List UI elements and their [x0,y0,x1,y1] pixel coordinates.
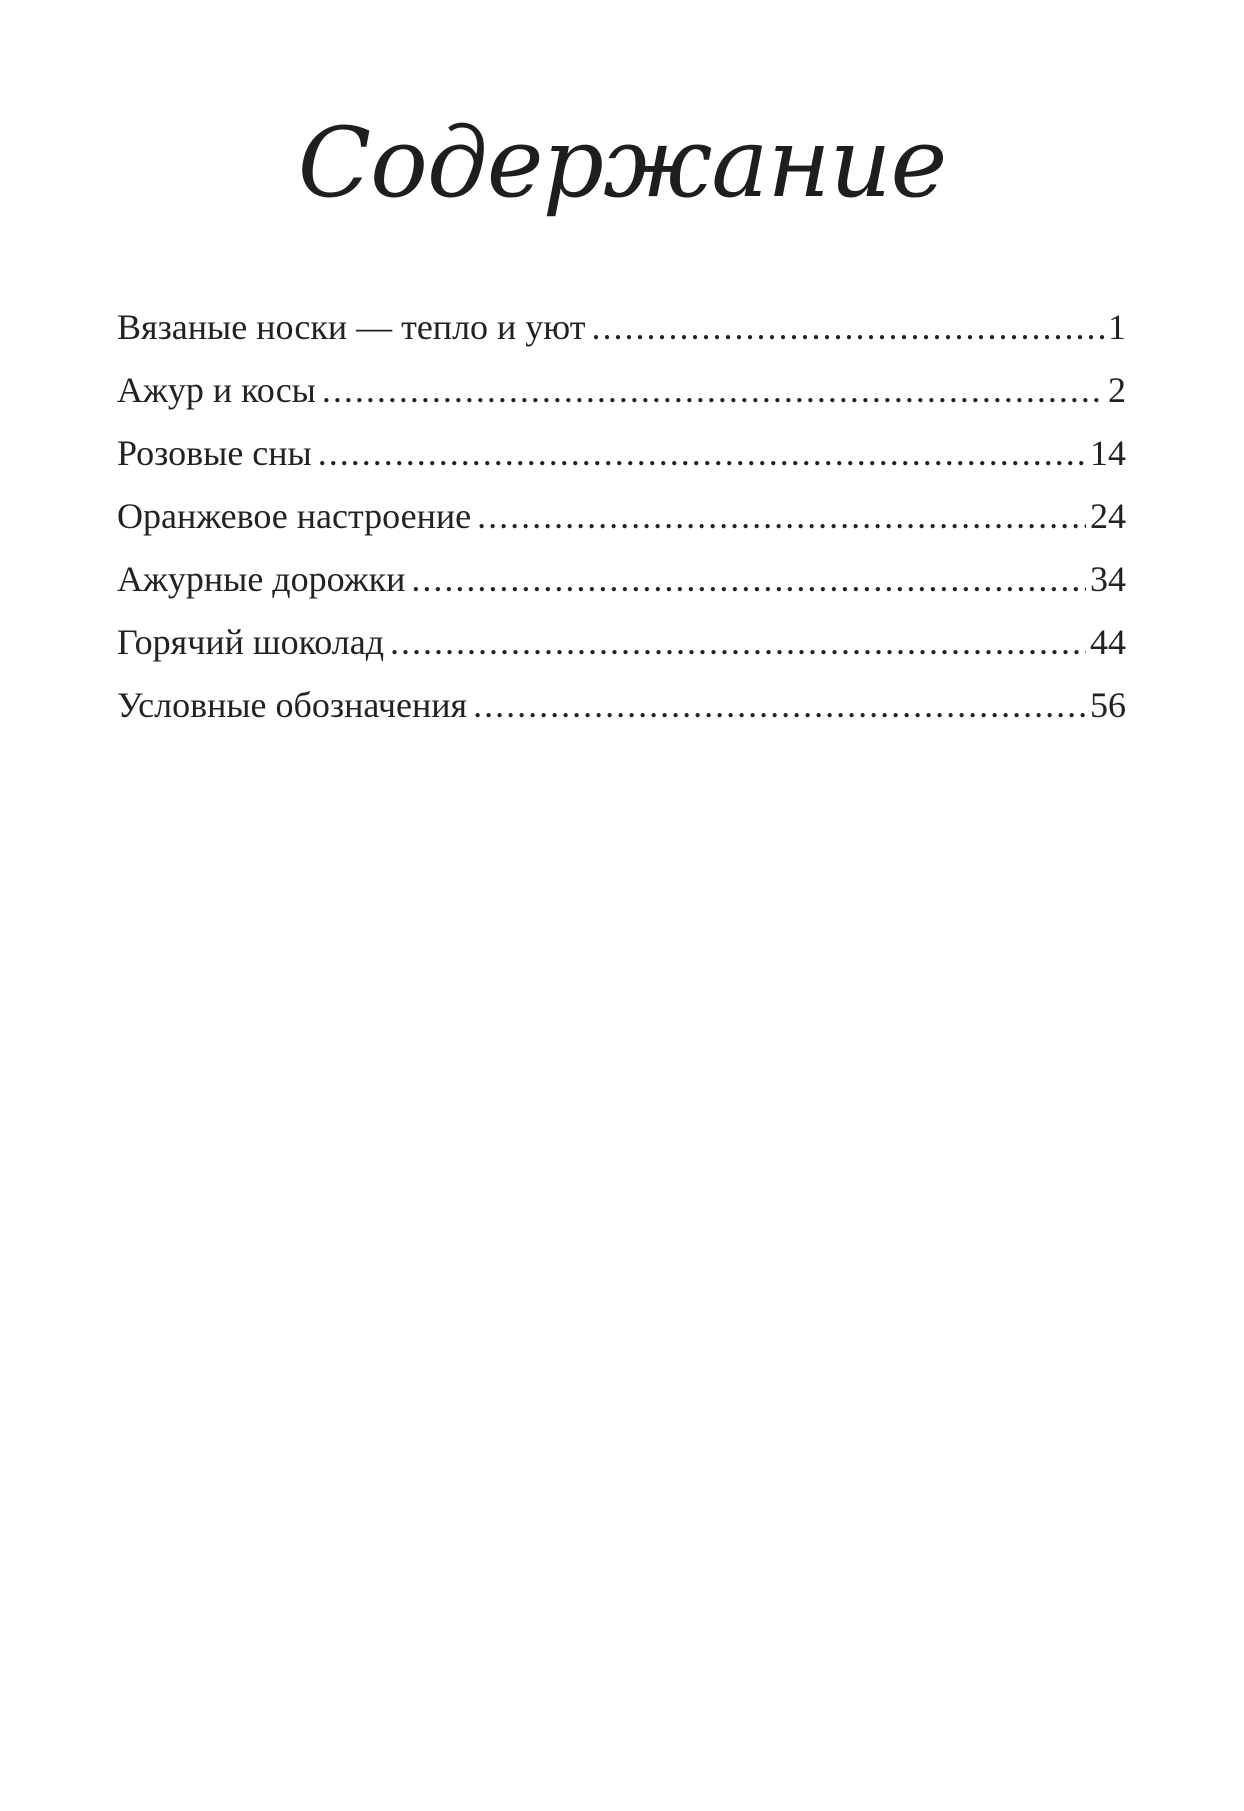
toc-entry-title: Условные обозначения [117,685,468,725]
toc-entry-page-number: 1 [1108,307,1126,347]
toc-entry-title: Горячий шоколад [117,622,385,662]
toc-leader-dots [322,359,1104,422]
toc-entry-page-number: 44 [1090,622,1126,662]
toc-entry[interactable] [117,296,1126,359]
toc-entry[interactable] [117,674,1126,737]
toc-entry-page-number: 34 [1090,559,1126,599]
toc-entry[interactable] [117,422,1126,485]
toc-leader-dots [390,611,1086,674]
toc-entry[interactable] [117,548,1126,611]
toc-entry-title: Розовые сны [117,433,312,473]
toc-entry-title: Ажурные дорожки [117,559,406,599]
toc-leader-dots [591,296,1104,359]
toc-entry-page-number: 14 [1090,433,1126,473]
toc-entry-page-number: 56 [1090,685,1126,725]
toc-entry[interactable] [117,611,1126,674]
toc-entry-title: Ажур и косы [117,370,316,410]
toc-entry-title: Оранжевое настроение [117,496,472,536]
toc-leader-dots [318,422,1086,485]
toc-entry-title: Вязаные носки — тепло и уют [117,307,586,347]
toc-entry-page-number: 2 [1108,370,1126,410]
page-title: Содержание [297,107,947,219]
toc-leader-dots [411,548,1086,611]
toc-entry[interactable] [117,485,1126,548]
table-of-contents [117,296,1126,737]
toc-leader-dots [477,485,1086,548]
toc-entry[interactable] [117,359,1126,422]
toc-leader-dots [473,674,1086,737]
toc-entry-page-number: 24 [1090,496,1126,536]
